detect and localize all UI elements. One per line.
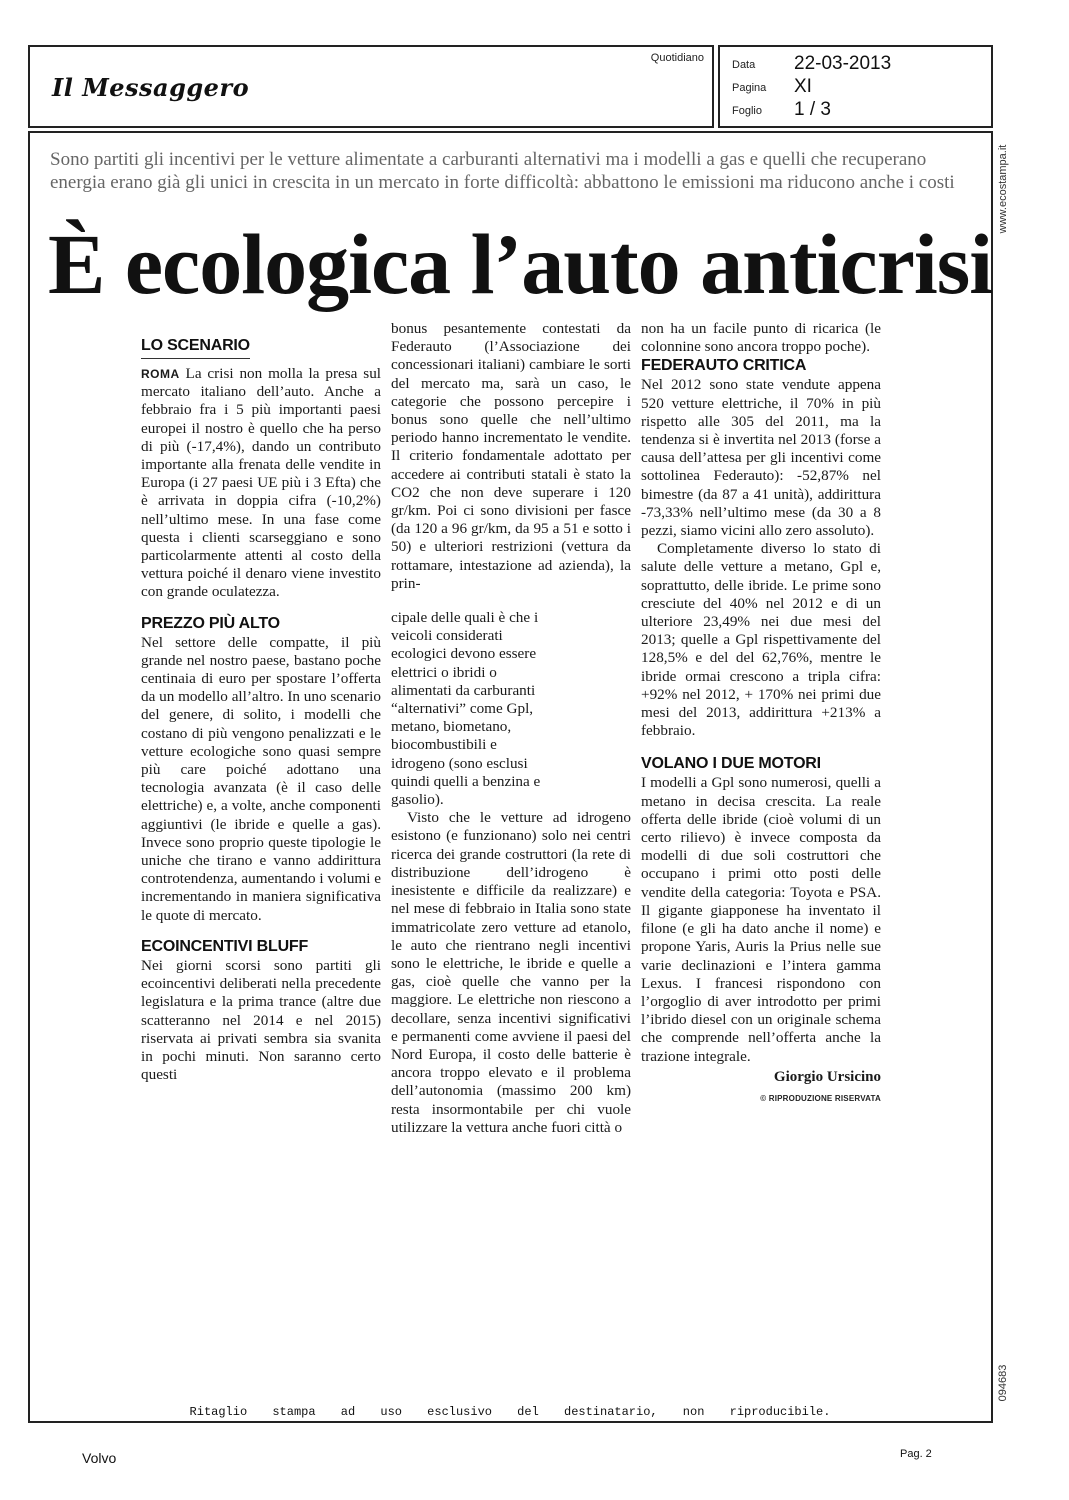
article-subhead: Sono partiti gli incentivi per le vetture alimentate a carburanti alternativi ma i modelli a gas e quelli che recuperano energia erano già gli unici in crescita in un mercato in forte difficoltà: abbattono le emissioni ma riducono anche i costi [50, 149, 955, 193]
section-heading-ecoincentivi: ECOINCENTIVI BLUFF [141, 937, 309, 955]
section-heading-volano: VOLANO I DUE MOTORI [641, 755, 821, 773]
page-number: Pag. 2 [900, 1448, 932, 1460]
paragraph: Completamente diverso lo stato di salute delle vetture a metano, Gpl e, soprattutto, delle ibride. Le prime sono cresciute del 40% nel 2012 e di un ulteriore 23,49% nei due mesi del 2013; quelle a Gpl rispettivamente del 128,5% e del del 62,76%, mentre le ibride ormai crescono a tripla cifra: +92% nel 2012, + 170% nei primi due mesi del 2013, addirittura +213% a febbraio. [641, 540, 881, 740]
section-heading-federauto: FEDERAUTO CRITICA [641, 357, 807, 375]
article-headline: È ecologica l’auto anticrisi [48, 216, 993, 312]
paragraph: bonus pesantemente contestati da Federauto (l’Associazione dei concessionari italiani) cambiare le sorti del mercato ma, sarà un caso, le categorie che possono percepire i bonus sono quelle che nell’ultimo periodo hanno incrementato le vendite. Il criterio fondamentale adottato per accedere ai contributi statali è stato la CO2 che non deve superare i 120 gr/km. Poi ci sono divisioni per fasce (da 120 a 96 gr/km, da 95 a 51 e sotto i 50) e ulteriori restrizioni (vettura da rottamare, intestazione ad azienda), la prin- [391, 320, 631, 592]
paragraph: Visto che le vetture ad idrogeno esistono (e funzionano) solo nei centri ricerca dei grande costruttori (la rete di distribuzione dell’idrogeno è inesistente e difficile da realizzare) e nel mese di febbraio in Italia sono state immatricolate zero vetture ad etanolo, le auto che rientrano negli incentivi sono le elettriche, le ibride e quelle a gas, cioè quelle che vanno per la maggiore. Le elettriche non riescono a decollare, senza incentivi significativi e permanenti come avviene il paesi del Nord Europa, il costo delle batterie è ancora troppo elevato e il problema dell’autonomia (massimo 200 km) resta insormontabile per chi vuole utilizzare la vettura anche fuori città o [391, 809, 631, 1136]
section-heading-lo-scenario: LO SCENARIO [141, 336, 250, 359]
website-vertical: www.ecostampa.it [997, 144, 1009, 234]
clip-code-vertical: 094683 [997, 1364, 1009, 1402]
publication-type: Quotidiano [650, 52, 704, 64]
paragraph: non ha un facile punto di ricarica (le colonnine sono ancora troppo poche). [641, 320, 881, 356]
date-value: 22-03-2013 [794, 53, 892, 74]
author-signature: Giorgio Ursicino [773, 1068, 881, 1085]
paragraph: Nel settore delle compatte, il più grande nel nostro paese, bastano poche centinaia di euro per spostare l’offerta da un modello all’altro. In uno scenario del genere, di solito, i modelli che costano di più vengono penalizzati e le vetture ecologiche sono quasi sempre più care poiché adottano una tecnologia avanzata (è il caso delle elettriche) e, a volte, anche componenti aggiuntivi (le ibride e quelle a gas). Invece sono proprio queste tipologie le uniche che tirano e vanno addirittura controtendenza, aumentando i volumi e incrementando in maniera significativa le quote di mercato. [141, 633, 381, 924]
newspaper-logo: Il Messaggero [52, 73, 250, 102]
info-box [718, 45, 993, 128]
paragraph: ROMA La crisi non molla la presa sul mercato italiano dell’auto. Anche a febbraio fra i 5 più importanti paesi europei il nostro è quello che ha perso di più (-17,4%), dando un contributo importante alla frenata delle vendite in Europa (i 27 paesi UE più i 3 Efta) che è arrivata in doppia cifra (-10,2%) nell’ultimo mese. In una fase come questa i clienti scarseggiano e sono particolarmente attenti al costo della vettura poiché il denaro viene investito con grande oculatezza. [141, 365, 382, 601]
sheet-label: Foglio [732, 105, 762, 117]
sheet-value: 1 / 3 [794, 99, 831, 120]
date-label: Data [732, 59, 756, 71]
column-1 [141, 336, 381, 1084]
copyright-notice: © RIPRODUZIONE RISERVATA [760, 1093, 881, 1103]
page-value: XI [794, 76, 812, 97]
page-label: Pagina [732, 82, 767, 94]
reproduction-notice: Ritaglio stampa ad uso esclusivo del destinatario, non riproducibile. [189, 1405, 831, 1419]
dateline: ROMA [141, 367, 180, 381]
paragraph: cipale delle quali è che i veicoli considerati ecologici devono essere elettrici o ibridi o alimentati da carburanti “alternativi” come Gpl, metano, biometano, biocombustibili e idrogeno (sono esclusi quindi quelli a benzina e gasolio). [391, 609, 541, 809]
section-heading-prezzo: PREZZO PIÙ ALTO [141, 614, 280, 632]
paragraph: I modelli a Gpl sono numerosi, quelli a metano in decisa crescita. La reale offerta delle ibride (cioè volumi di un certo rilievo) è invece composta da modelli di due soli costruttori che occupano i primi otto posti delle vendite della categoria: Toyota e PSA. Il gigante giapponese ha inventato il filone (e gli ha dato anche il nome) e propone Yaris, Auris la Prius nelle sue varie declinazioni e l’intera gamma Lexus. I francesi rispondono con l’orgoglio di aver introdotto per primi l’ibrido diesel con un originale schema che comprende nell’offerta anche la trazione integrale. [641, 774, 881, 1065]
column-3 [641, 320, 881, 1108]
masthead-box [28, 45, 714, 128]
client-brand: Volvo [82, 1450, 117, 1466]
paragraph: Nel 2012 sono state vendute appena 520 vetture elettriche, il 70% in più rispetto alle 305 del 2011, ma la tendenza si è invertita nel 2013 (forse a causa dell’attesa per gli incentivi come sottolinea Federauto): -52,87% nel bimestre (da 87 a 41 unità), addirittura -73,33% nell’ultimo mese (da 30 a 8 pezzi, siamo vicini allo zero assoluto). [641, 376, 881, 540]
paragraph: Nei giorni scorsi sono partiti gli ecoincentivi deliberati nella precedente legislatura e la prima trance (altre due scatteranno nel 2014 e nel 2015) riservata ai privati sembra sia svanita in pochi minuti. Non saranno certo questi [141, 956, 381, 1084]
column-2 [391, 320, 631, 1137]
